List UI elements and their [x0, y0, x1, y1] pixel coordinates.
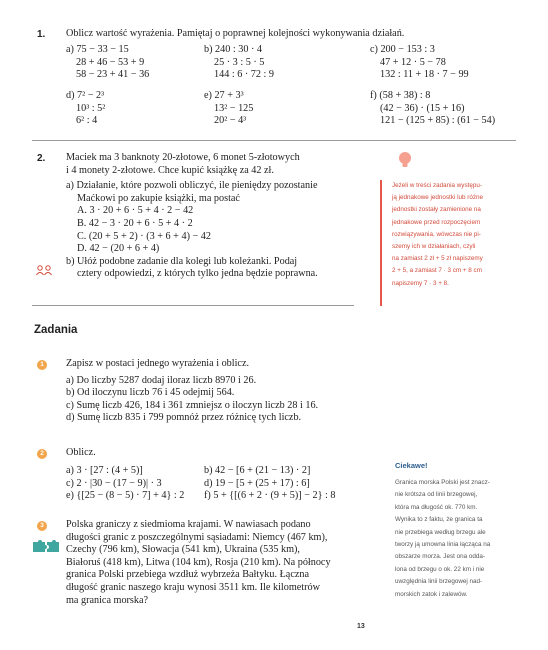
expr: 144 : 6 · 72 : 9 — [214, 69, 274, 81]
expr: b) 42 − [6 + (21 − 13) · 2] — [204, 465, 311, 476]
ciekawe-line: tworzy ją umowna linia łącząca na — [395, 541, 491, 549]
task-2-badge: 2 — [37, 449, 47, 459]
ciekawe-line: morskich zatok i zalewów. — [395, 590, 468, 598]
expr: 28 + 46 − 53 + 9 — [76, 56, 145, 68]
text-line: Maciek ma 3 banknoty 20-złotowe, 6 monet 5-złotowych — [66, 152, 300, 163]
option: D. 42 − (20 + 6 + 4) — [77, 243, 160, 255]
expr: 47 + 12 · 5 − 78 — [380, 56, 446, 68]
expr: c) 200 − 153 : 3 — [370, 44, 435, 55]
exercise-1-col-a — [66, 44, 149, 82]
expr: c) 2 · |30 − (17 − 9)| · 3 — [66, 477, 162, 489]
section-heading: Zadania — [34, 324, 78, 336]
task-line: Białoruś (418 km), Litwa (104 km), Rosja (210 km). Na północy — [66, 556, 331, 568]
task-item: a) Do liczby 5287 dodaj iloraz liczb 8970 i 26. — [66, 374, 257, 386]
tip-line: ją jednakowe jednostki lub różne — [392, 194, 484, 202]
tip-line: 2 + 5, a zamiast 7 · 3 cm + 8 cm — [392, 267, 482, 275]
task-1 — [66, 358, 318, 425]
expr: a) 3 · [27 : (4 + 5)] — [66, 465, 143, 476]
expr: f) (58 + 38) : 8 — [370, 90, 431, 101]
expr: 25 · 3 : 5 · 5 — [214, 56, 265, 68]
task-3-badge: 3 — [37, 521, 47, 531]
ciekawe-line: Wynika to z faktu, że granica ta — [395, 516, 483, 524]
ciekawe-line: nie przebiega według brzegu ale — [395, 528, 486, 536]
expr: d) 7² − 2³ — [66, 90, 105, 101]
expr: a) 75 − 33 − 15 — [66, 44, 129, 55]
tip-line: szemy ich w działaniach, czyli — [392, 243, 476, 251]
expr: 20² − 4³ — [214, 115, 247, 127]
task-line: Polska graniczy z siedmioma krajami. W nawiasach podano — [66, 519, 311, 530]
ciekawe-line: która ma długość ok. 770 km. — [395, 503, 478, 511]
expr: e) 27 + 3³ — [204, 90, 244, 101]
task-3 — [66, 519, 331, 607]
tip-line: jednakowe przed rozpoczęciem — [392, 218, 481, 226]
tip-accent-bar — [380, 180, 382, 306]
divider — [32, 305, 354, 306]
task-2-left — [66, 465, 184, 503]
exercise-2-number: 2. — [37, 153, 46, 164]
text-line: b) Ułóż podobne zadanie dla kolegi lub koleżanki. Podaj — [66, 255, 298, 267]
task-line: ma granica morska? — [66, 594, 149, 606]
ciekawe-line: obszarze morza. Jest ona odda- — [395, 553, 485, 561]
expr: 132 : 11 + 18 · 7 − 99 — [380, 69, 469, 81]
expr: b) 240 : 30 · 4 — [204, 44, 263, 55]
tip-line: jednostki zostały zamienione na — [392, 206, 481, 214]
divider — [32, 140, 516, 141]
exercise-1-col-f — [370, 90, 495, 128]
task-line: długość granic naszego kraju wynosi 3511 km. Ile kilometrów — [66, 581, 320, 593]
expr: (42 − 36) · (15 + 16) — [380, 102, 465, 114]
exercise-1-col-e — [204, 90, 253, 128]
tip-line: rozwiązywania, wówczas nie pi- — [392, 230, 481, 238]
expr: 13² − 125 — [214, 102, 254, 114]
expr: d) 19 − [5 + (25 + 17) : 6] — [204, 477, 310, 489]
ciekawe-line: Granica morska Polski jest znacz- — [395, 479, 490, 486]
text-line: i 4 monety 2-złotowe. Chce kupić książkę za 42 zł. — [66, 164, 274, 176]
exercise-1-col-b — [204, 44, 274, 82]
expr: 121 − (125 + 85) : (61 − 54) — [380, 115, 496, 127]
exercise-1-title: Oblicz wartość wyrażenia. Pamiętaj o poprawnej kolejności wykonywania działań. — [66, 28, 405, 39]
ciekawe-heading: Ciekawe! — [395, 461, 428, 470]
tip-line: napiszemy 7 · 3 + 8. — [392, 279, 449, 287]
task-line: długości granic z poszczególnymi sąsiadami: Niemcy (467 km), — [66, 531, 328, 543]
ciekawe-text — [395, 477, 525, 601]
task-1-badge: 1 — [37, 360, 47, 370]
lightbulb-icon — [398, 151, 412, 171]
ciekawe-line: nie krótsza od linii brzegowej, — [395, 491, 478, 499]
task-2-right — [204, 465, 336, 503]
tip-line: na zamiast 2 zł + 5 zł napiszemy — [392, 255, 483, 263]
task-line: granica Polski przebiega wzdłuż wybrzeża Bałtyku. Łączna — [66, 569, 309, 581]
text-line: Maćkowi po zakupie książki, ma postać — [77, 192, 240, 204]
task-2-title: Oblicz. — [66, 447, 96, 458]
exercise-1-col-d — [66, 90, 105, 128]
exercise-1-col-c — [370, 44, 469, 82]
task-title: Zapisz w postaci jednego wyrażenia i oblicz. — [66, 358, 250, 369]
expr: 6² : 4 — [76, 115, 98, 127]
task-item: c) Sumę liczb 426, 184 i 361 zmniejsz o iloczyn liczb 28 i 16. — [66, 399, 319, 411]
task-line: Czechy (796 km), Słowacja (541 km), Ukraina (535 km), — [66, 544, 300, 556]
puzzle-icon — [32, 539, 60, 551]
pair-work-icon — [36, 263, 52, 274]
text-line: a) Działanie, które pozwoli obliczyć, ile pieniędzy pozostanie — [66, 180, 318, 192]
page-number: 13 — [357, 623, 365, 630]
expr: 10³ : 5² — [76, 102, 106, 114]
expr: e) {[25 − (8 − 5) · 7] + 4} : 2 — [66, 490, 185, 502]
tip-line: Jeżeli w treści zadania występu- — [392, 182, 482, 189]
option: C. (20 + 5 + 2) · (3 + 6 + 4) − 42 — [77, 230, 211, 242]
exercise-2-text — [66, 152, 318, 281]
exercise-1-number: 1. — [37, 29, 46, 40]
task-item: b) Od iloczynu liczb 76 i 45 odejmij 564. — [66, 387, 235, 399]
tip-text — [392, 180, 522, 290]
task-item: d) Sumę liczb 835 i 799 pomnóż przez różnicę tych liczb. — [66, 412, 302, 424]
ciekawe-line: uwzględnia linii brzegowej nad- — [395, 578, 483, 586]
text-line: cztery odpowiedzi, z których tylko jedna będzie poprawna. — [77, 268, 318, 280]
ciekawe-line: lona od brzegu o ok. 22 km i nie — [395, 565, 485, 573]
option: A. 3 · 20 + 6 · 5 + 4 · 2 − 42 — [77, 205, 194, 217]
expr: f) 5 + {[(6 + 2 · (9 + 5)] − 2} : 8 — [204, 490, 336, 502]
option: B. 42 − 3 · 20 + 6 · 5 + 4 · 2 — [77, 217, 193, 229]
expr: 58 − 23 + 41 − 36 — [76, 69, 150, 81]
